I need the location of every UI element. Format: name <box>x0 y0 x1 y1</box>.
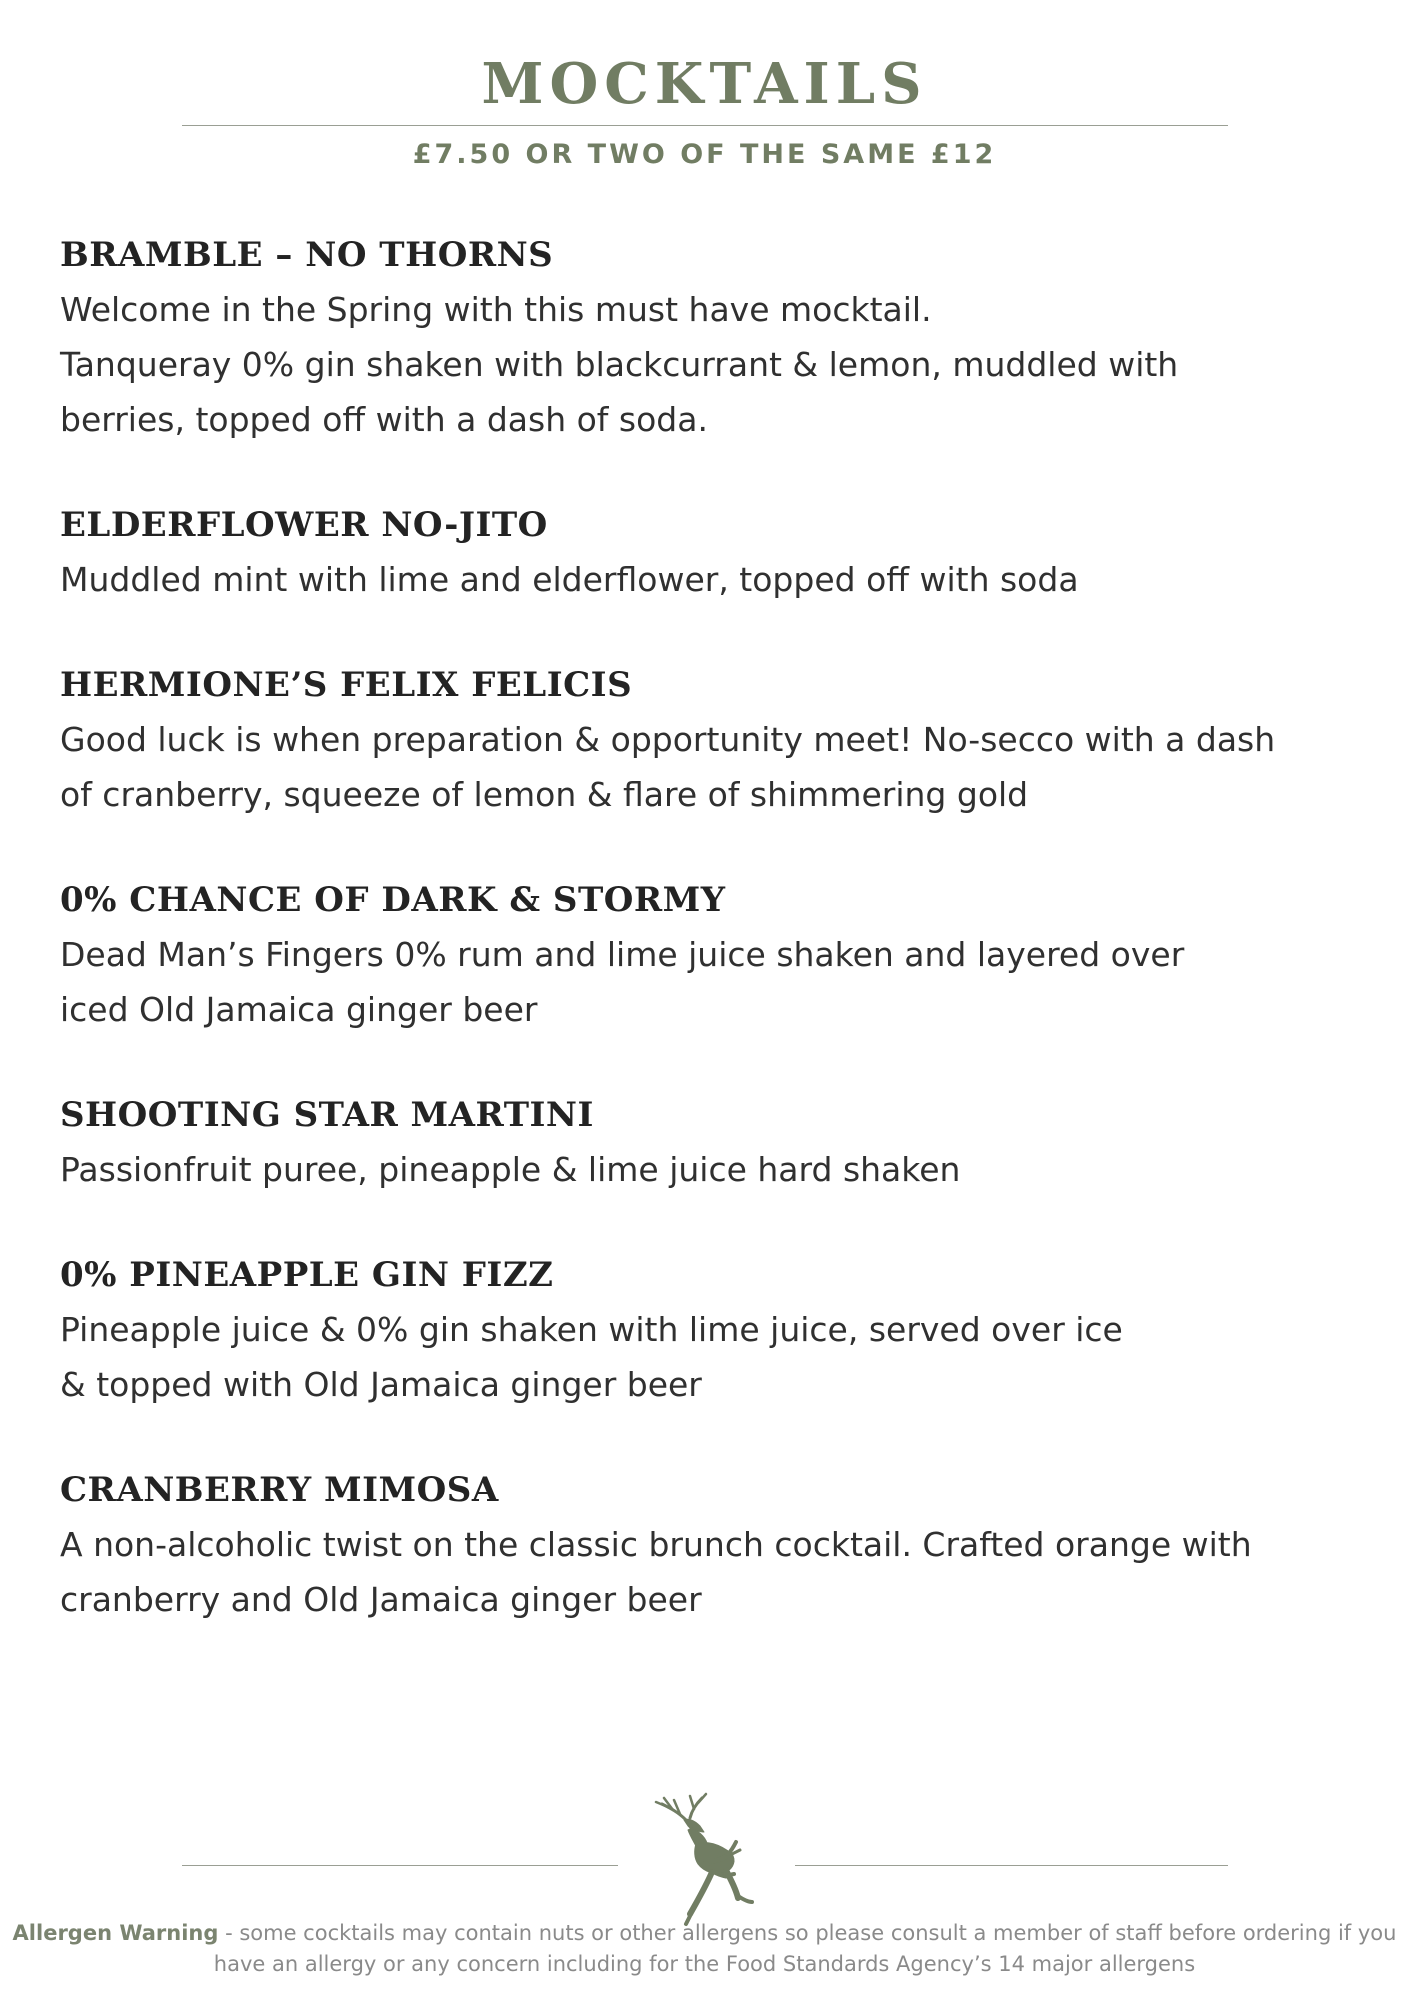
menu-item <box>60 230 1360 447</box>
menu-item-description: Pineapple juice & 0% gin shaken with lime juice, served over ice & topped with Old Jamaica ginger beer <box>60 1310 1123 1404</box>
footer-divider-left <box>182 1865 618 1866</box>
menu-item-name: BRAMBLE – NO THORNS <box>60 235 554 275</box>
menu-item-description: Passionfruit puree, pineapple & lime juice hard shaken <box>60 1150 961 1189</box>
menu-item-name: 0% PINEAPPLE GIN FIZZ <box>60 1255 554 1295</box>
leaping-stag-icon <box>640 1790 770 1930</box>
menu-item-description: Welcome in the Spring with this must have mocktail. Tanqueray 0% gin shaken with blackcurrant & lemon, muddled with berries, topped off with a dash of soda. <box>60 290 1179 439</box>
menu-item <box>60 1090 1360 1197</box>
menu-item-description: A non-alcoholic twist on the classic brunch cocktail. Crafted orange with cranberry and Old Jamaica ginger beer <box>60 1525 1252 1619</box>
menu-item-name: ELDERFLOWER NO-JITO <box>60 505 548 545</box>
menu-item <box>60 660 1360 822</box>
header-divider <box>182 125 1228 126</box>
footer-divider-right <box>795 1865 1228 1866</box>
mocktail-menu-list <box>60 230 1360 1680</box>
menu-item-name: HERMIONE’S FELIX FELICIS <box>60 665 633 705</box>
menu-item-name: CRANBERRY MIMOSA <box>60 1470 499 1510</box>
menu-item <box>60 1250 1360 1412</box>
menu-item <box>60 1465 1360 1627</box>
menu-item <box>60 875 1360 1037</box>
menu-item-description: Good luck is when preparation & opportunity meet! No-secco with a dash of cranberry, squeeze of lemon & flare of shimmering gold <box>60 720 1276 814</box>
menu-item-description: Muddled mint with lime and elderflower, topped off with soda <box>60 560 1079 599</box>
menu-item <box>60 500 1360 607</box>
allergen-warning-text: - some cocktails may contain nuts or other allergens so please consult a member of staff before ordering if you have an allergy or any concern including for the Food Standards Agency’s 14 major allergens <box>213 1921 1397 1976</box>
menu-item-name: SHOOTING STAR MARTINI <box>60 1095 594 1135</box>
menu-item-name: 0% CHANCE OF DARK & STORMY <box>60 880 726 920</box>
allergen-warning <box>0 1918 1409 1980</box>
page-title: MOCKTAILS <box>481 51 928 117</box>
allergen-warning-title: Allergen Warning <box>12 1921 219 1945</box>
menu-item-description: Dead Man’s Fingers 0% rum and lime juice shaken and layered over iced Old Jamaica ginger beer <box>60 935 1185 1029</box>
price-subtitle: £7.50 OR TWO OF THE SAME £12 <box>412 139 997 170</box>
